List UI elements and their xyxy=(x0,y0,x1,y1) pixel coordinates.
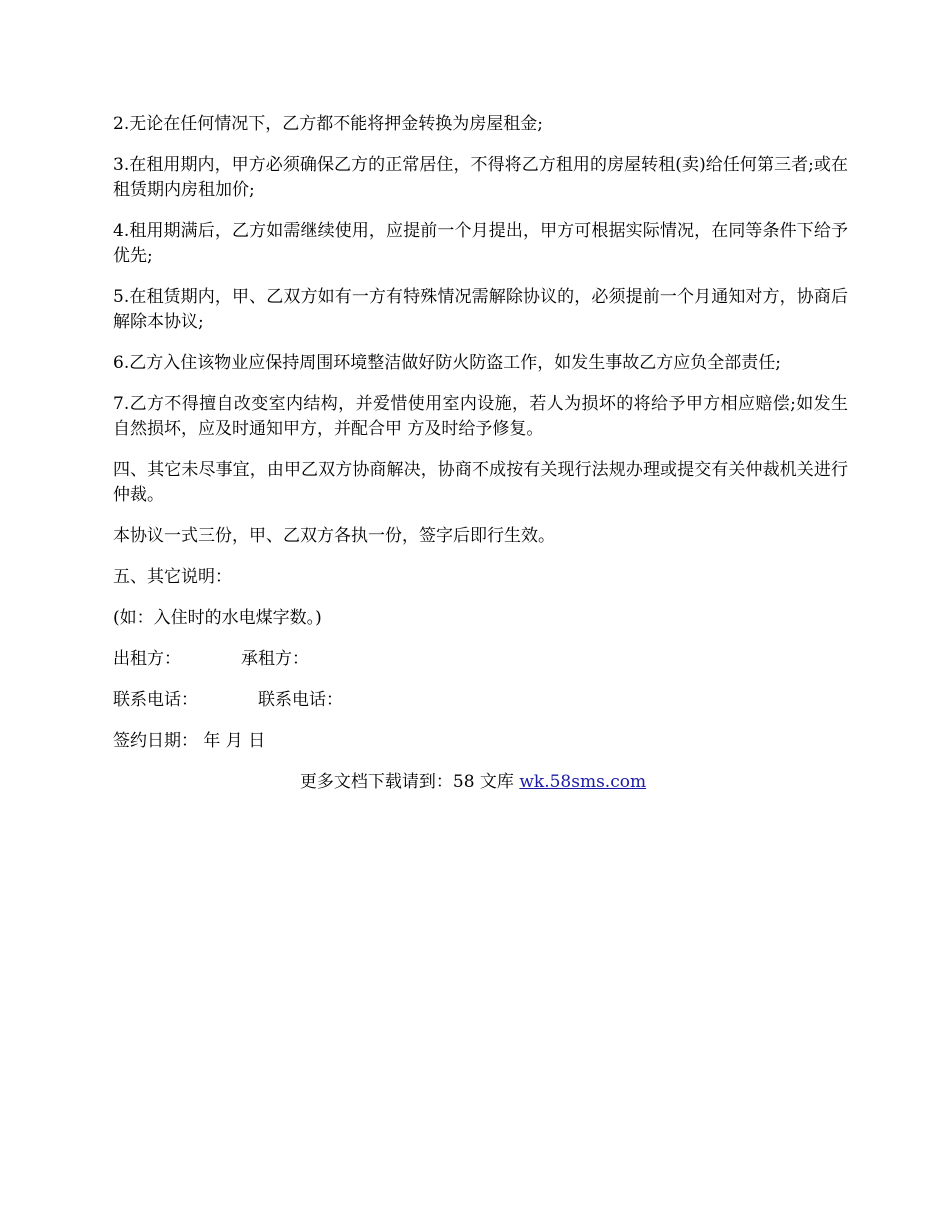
lessee-label: 承租方： xyxy=(241,649,309,669)
signature-parties-row xyxy=(113,647,848,672)
document-page xyxy=(113,112,848,795)
footer-link[interactable]: wk.58sms.com xyxy=(519,772,647,792)
clause-3: 3.在租用期内，甲方必须确保乙方的正常居住，不得将乙方租用的房屋转租(卖)给任何第三者;或在租赁期内房租加价; xyxy=(113,155,848,200)
signature-phone-row xyxy=(113,688,848,713)
section-5-heading: 五、其它说明： xyxy=(113,567,232,587)
clause-2: 2.无论在任何情况下，乙方都不能将押金转换为房屋租金; xyxy=(113,114,543,134)
section-4-other-matters: 四、其它未尽事宜，由甲乙双方协商解决，协商不成按有关现行法规办理或提交有关仲裁机关进行仲裁。 xyxy=(113,460,848,505)
date-label: 签约日期： xyxy=(113,731,198,751)
signature-date-row xyxy=(113,729,848,754)
lessee-phone-label: 联系电话： xyxy=(258,690,343,710)
copies-statement: 本协议一式三份，甲、乙双方各执一份，签字后即行生效。 xyxy=(113,526,555,546)
section-5-note: (如：入住时的水电煤字数。) xyxy=(113,608,322,628)
lessor-phone-label: 联系电话： xyxy=(113,690,198,710)
clause-7: 7.乙方不得擅自改变室内结构，并爱惜使用室内设施，若人为损坏的将给予甲方相应赔偿;如发生自然损坏，应及时通知甲方，并配合甲 方及时给予修复。 xyxy=(113,394,848,439)
clause-4: 4.租用期满后，乙方如需继续使用，应提前一个月提出，甲方可根据实际情况，在同等条件下给予优先; xyxy=(113,221,848,266)
date-fields: 年 月 日 xyxy=(203,731,266,751)
lessor-label: 出租方： xyxy=(113,649,181,669)
clause-6: 6.乙方入住该物业应保持周围环境整洁做好防火防盗工作，如发生事故乙方应负全部责任; xyxy=(113,353,781,373)
clause-5: 5.在租赁期内，甲、乙双方如有一方有特殊情况需解除协议的，必须提前一个月通知对方，协商后解除本协议; xyxy=(113,287,848,332)
footer-prefix: 更多文档下载请到：58 文库 xyxy=(299,772,520,792)
footer-download-note xyxy=(113,770,848,795)
